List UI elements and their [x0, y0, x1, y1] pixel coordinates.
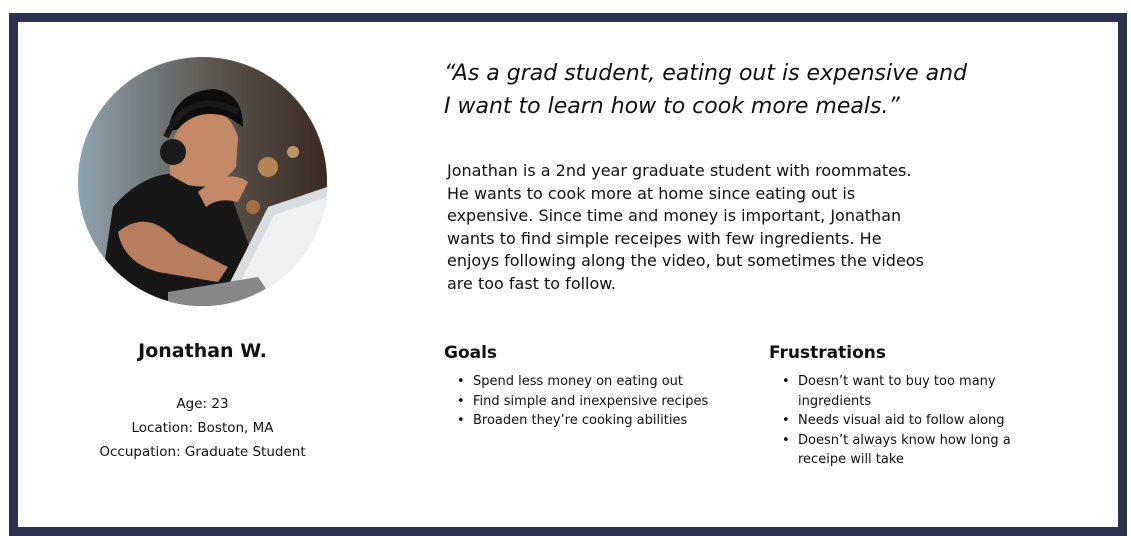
bio-line: are too fast to follow.	[447, 273, 616, 293]
frustrations-heading: Frustrations	[769, 343, 886, 363]
person-at-laptop-photo	[78, 57, 327, 306]
goals-list	[455, 372, 755, 431]
bio-line: He wants to cook more at home since eating out is	[447, 183, 856, 203]
frustration-item: • Doesn’t want to buy too many ingredients	[780, 372, 1030, 411]
bio-line: expensive. Since time and money is important, Jonathan	[447, 206, 902, 225]
quote-line: “As a grad student, eating out is expensive and	[444, 61, 968, 86]
goal-item: • Find simple and inexpensive recipes	[455, 392, 755, 412]
goal-item: • Spend less money on eating out	[455, 372, 755, 392]
persona-name: Jonathan W.	[138, 340, 267, 362]
persona-photo	[78, 57, 327, 306]
persona-location: Location: Boston, MA	[131, 420, 274, 436]
bio-line: Jonathan is a 2nd year graduate student with roommates.	[447, 161, 912, 180]
frustrations-list	[780, 372, 1030, 470]
persona-quote	[444, 57, 1004, 123]
persona-occupation: Occupation: Graduate Student	[99, 444, 306, 460]
frustration-item: • Needs visual aid to follow along	[780, 411, 1030, 431]
bio-line: wants to find simple receipes with few ingredients. He	[447, 228, 882, 248]
goal-item: • Broaden they’re cooking abilities	[455, 411, 755, 431]
persona-details	[60, 392, 345, 464]
persona-age: Age: 23	[176, 396, 229, 412]
quote-line: I want to learn how to cook more meals.”	[444, 94, 900, 119]
persona-bio	[447, 160, 1007, 295]
frustration-item: • Doesn’t always know how long a receipe will take	[780, 431, 1030, 470]
goals-heading: Goals	[444, 343, 498, 363]
bio-line: enjoys following along the video, but sometimes the videos	[447, 251, 924, 270]
